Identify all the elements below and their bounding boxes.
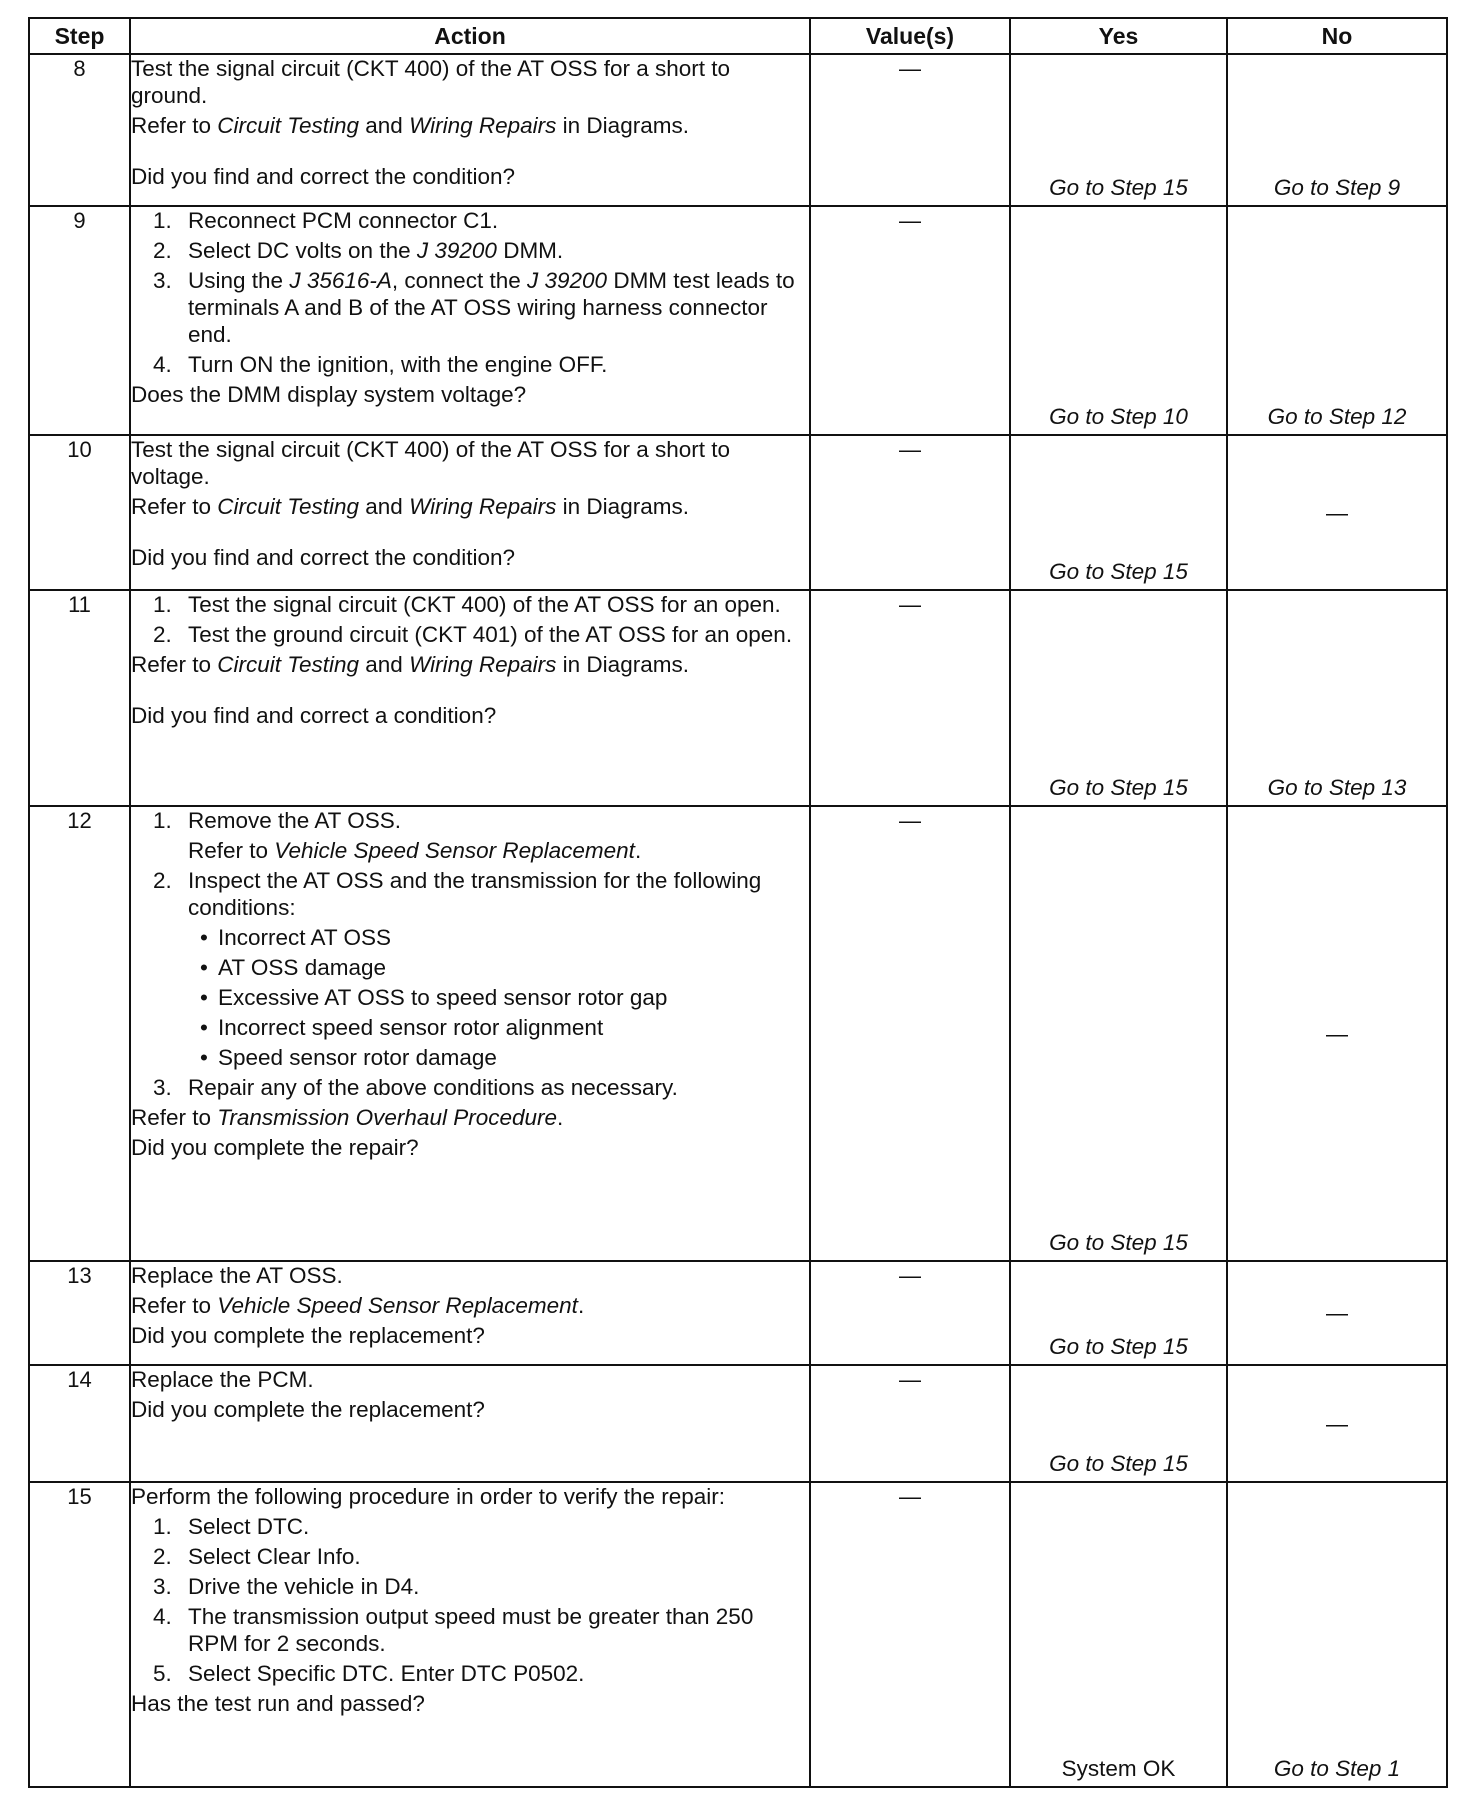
step-number: 13	[29, 1261, 130, 1365]
no-cell	[1227, 806, 1447, 1261]
question-text: Did you find and correct the condition?	[131, 545, 515, 570]
list-item: • Incorrect speed sensor rotor alignment	[200, 1015, 604, 1040]
no-result: —	[1326, 500, 1348, 525]
yes-result: Go to Step 15	[1049, 1451, 1188, 1476]
no-cell	[1227, 435, 1447, 590]
yes-cell	[1010, 1261, 1227, 1365]
reference-text: Refer to Circuit Testing and Wiring Repairs in Diagrams.	[131, 652, 689, 677]
action-cell	[130, 1482, 810, 1787]
list-item: 3. Using the J 35616-A, connect the J 39200 DMM test leads to terminals A and B of the AT OSS wiring harness connector end.	[153, 268, 795, 347]
procedure-list	[131, 807, 809, 834]
list-item: • Speed sensor rotor damage	[200, 1045, 497, 1070]
no-cell	[1227, 1365, 1447, 1482]
header-step: Step	[29, 18, 130, 54]
yes-cell	[1010, 435, 1227, 590]
table-row	[29, 1261, 1447, 1365]
value-cell: —	[810, 54, 1010, 206]
no-cell	[1227, 1482, 1447, 1787]
no-result: —	[1326, 1300, 1348, 1326]
question-text: Does the DMM display system voltage?	[131, 382, 527, 407]
action-text: Test the signal circuit (CKT 400) of the AT OSS for a short to voltage.	[131, 437, 731, 489]
yes-result: Go to Step 15	[1049, 175, 1188, 200]
list-item: 4. Turn ON the ignition, with the engine OFF.	[153, 352, 608, 377]
table-row	[29, 435, 1447, 590]
list-item: 1. Remove the AT OSS.	[153, 808, 402, 833]
list-item: • Incorrect AT OSS	[200, 925, 391, 950]
list-item: 1. Reconnect PCM connector C1.	[153, 208, 499, 233]
action-cell	[130, 806, 810, 1261]
no-result: —	[1326, 1411, 1348, 1436]
reference-text: Refer to Vehicle Speed Sensor Replacement.	[131, 1293, 585, 1318]
yes-result: Go to Step 15	[1049, 1334, 1188, 1359]
list-item: 1. Test the signal circuit (CKT 400) of the AT OSS for an open.	[153, 592, 781, 617]
yes-cell	[1010, 54, 1227, 206]
reference-text: Refer to Circuit Testing and Wiring Repairs in Diagrams.	[131, 113, 689, 138]
no-result: Go to Step 12	[1267, 404, 1407, 429]
yes-cell	[1010, 590, 1227, 806]
procedure-list	[131, 867, 809, 1101]
list-item: 2. Select DC volts on the J 39200 DMM.	[153, 238, 564, 263]
value-cell: —	[810, 1365, 1010, 1482]
list-item: 4. The transmission output speed must be greater than 250 RPM for 2 seconds.	[153, 1604, 754, 1656]
header-row	[29, 18, 1447, 54]
list-item: 3. Drive the vehicle in D4.	[153, 1574, 420, 1599]
action-text: Test the signal circuit (CKT 400) of the AT OSS for a short to ground.	[131, 56, 731, 108]
no-cell	[1227, 206, 1447, 435]
procedure-list	[131, 207, 809, 378]
value-cell: —	[810, 806, 1010, 1261]
question-text: Did you complete the replacement?	[131, 1323, 485, 1348]
yes-cell	[1010, 206, 1227, 435]
table-row	[29, 590, 1447, 806]
table-row	[29, 54, 1447, 206]
question-text: Did you find and correct the condition?	[131, 164, 515, 189]
value-cell: —	[810, 206, 1010, 435]
list-item: 2. Select Clear Info.	[153, 1544, 361, 1569]
condition-list	[188, 924, 809, 1071]
header-values: Value(s)	[810, 18, 1010, 54]
no-cell	[1227, 590, 1447, 806]
no-result: Go to Step 13	[1267, 775, 1407, 800]
no-cell	[1227, 1261, 1447, 1365]
action-cell	[130, 590, 810, 806]
action-cell	[130, 1261, 810, 1365]
action-cell	[130, 54, 810, 206]
list-item: 1. Select DTC.	[153, 1514, 310, 1539]
step-number: 9	[29, 206, 130, 435]
step-number: 11	[29, 590, 130, 806]
table-row	[29, 206, 1447, 435]
reference-text: Refer to Vehicle Speed Sensor Replacement.	[188, 838, 642, 863]
step-number: 8	[29, 54, 130, 206]
question-text: Has the test run and passed?	[131, 1691, 425, 1716]
no-result: Go to Step 1	[1273, 1756, 1401, 1781]
list-item: 2. Inspect the AT OSS and the transmission for the following conditions: • Incorrect AT OSS • AT OSS damage • Excessive AT OSS to speed sensor rotor gap • Incorrect speed sensor rotor alignment • Speed sensor rotor damage	[131, 867, 809, 1071]
list-item: • Excessive AT OSS to speed sensor rotor gap	[200, 985, 668, 1010]
value-cell: —	[810, 1261, 1010, 1365]
table-row	[29, 1482, 1447, 1787]
value-cell: —	[810, 1482, 1010, 1787]
step-number: 15	[29, 1482, 130, 1787]
header-yes: Yes	[1010, 18, 1227, 54]
action-cell	[130, 435, 810, 590]
diagnostic-procedure-table	[28, 17, 1448, 1788]
list-item: 3. Repair any of the above conditions as necessary.	[153, 1075, 678, 1100]
procedure-list	[131, 591, 809, 648]
action-cell	[130, 206, 810, 435]
step-number: 14	[29, 1365, 130, 1482]
action-cell	[130, 1365, 810, 1482]
question-text: Did you complete the replacement?	[131, 1397, 485, 1422]
yes-result: System OK	[1061, 1756, 1176, 1781]
question-text: Did you complete the repair?	[131, 1135, 419, 1160]
yes-result: Go to Step 15	[1049, 559, 1188, 584]
yes-result: Go to Step 15	[1049, 775, 1188, 800]
yes-cell	[1010, 806, 1227, 1261]
step-number: 10	[29, 435, 130, 590]
no-result: —	[1326, 1021, 1348, 1046]
action-text: Replace the PCM.	[131, 1367, 314, 1392]
table-row	[29, 806, 1447, 1261]
header-action: Action	[130, 18, 810, 54]
no-cell	[1227, 54, 1447, 206]
list-item: 2. Test the ground circuit (CKT 401) of the AT OSS for an open.	[153, 622, 793, 647]
procedure-list	[131, 1513, 809, 1687]
value-cell: —	[810, 435, 1010, 590]
header-no: No	[1227, 18, 1447, 54]
value-cell: —	[810, 590, 1010, 806]
yes-result: Go to Step 15	[1049, 1230, 1188, 1255]
action-text: Perform the following procedure in order to verify the repair:	[131, 1484, 726, 1509]
action-text: Replace the AT OSS.	[131, 1263, 343, 1288]
reference-text: Refer to Transmission Overhaul Procedure.	[131, 1105, 564, 1130]
question-text: Did you find and correct a condition?	[131, 703, 497, 728]
yes-cell	[1010, 1482, 1227, 1787]
step-number: 12	[29, 806, 130, 1261]
list-item: 5. Select Specific DTC. Enter DTC P0502.	[153, 1661, 585, 1686]
reference-text: Refer to Circuit Testing and Wiring Repairs in Diagrams.	[131, 494, 689, 519]
list-item: • AT OSS damage	[200, 955, 387, 980]
no-result: Go to Step 9	[1273, 175, 1401, 200]
table-row	[29, 1365, 1447, 1482]
yes-result: Go to Step 10	[1049, 404, 1188, 429]
yes-cell	[1010, 1365, 1227, 1482]
